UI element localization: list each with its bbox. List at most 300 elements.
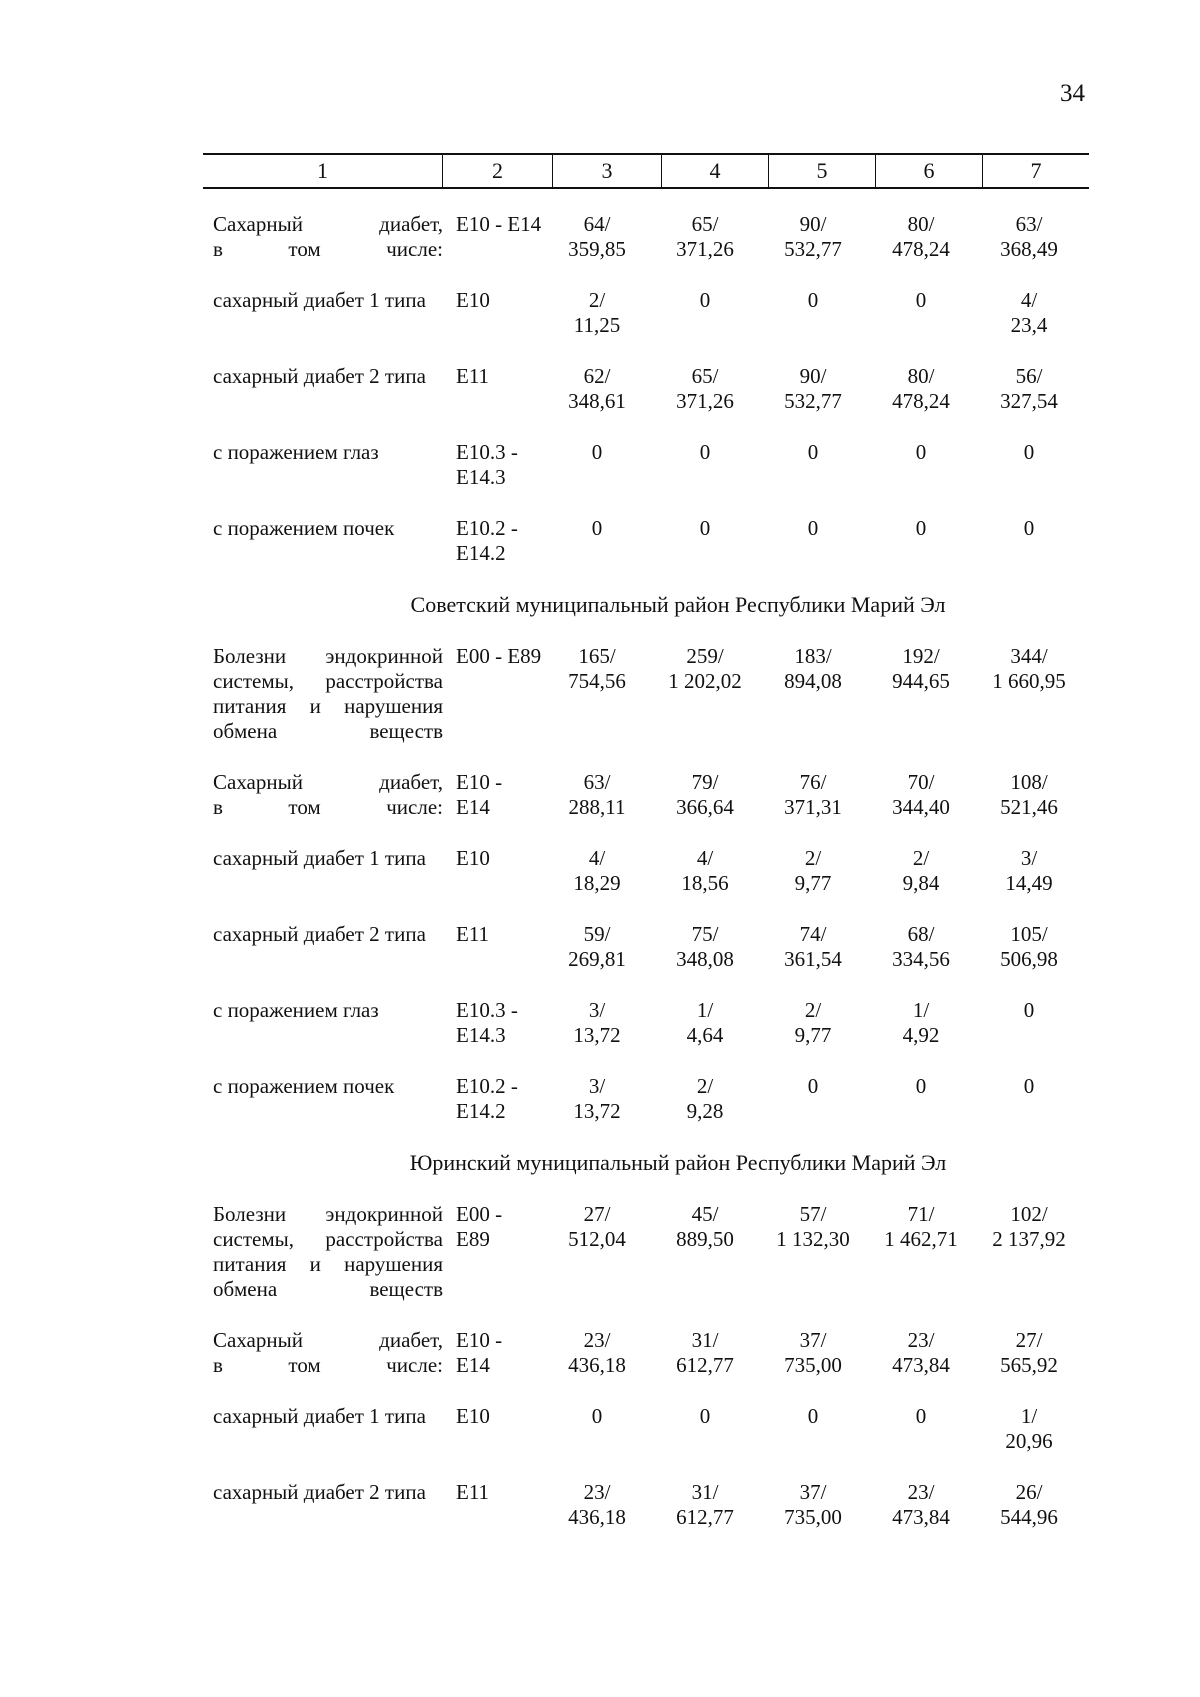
- table-body: [203, 212, 1093, 1556]
- value-line: 4,64: [686, 1023, 724, 1047]
- indicator-name-cell: [203, 1074, 443, 1124]
- column-number-header: [203, 153, 1089, 189]
- value-cell-col-7: [975, 644, 1083, 744]
- value-line: 76/: [799, 770, 827, 794]
- icd-code-line: E10.2 -: [456, 1074, 518, 1098]
- value-line: 62/: [583, 364, 611, 388]
- value-line: 735,00: [784, 1505, 842, 1529]
- value-line: 165/: [578, 644, 616, 668]
- icd-code-cell: [443, 1074, 543, 1124]
- value-line: 9,28: [686, 1099, 724, 1123]
- value-line: 23/: [907, 1328, 935, 1352]
- value-line: 478,24: [892, 237, 950, 261]
- value-line: 0: [591, 1404, 603, 1428]
- value-line: 64/: [583, 212, 611, 236]
- indicator-name-cell: [203, 288, 443, 338]
- value-cell-col-5: [759, 212, 867, 262]
- value-line: 612,77: [676, 1353, 734, 1377]
- indicator-name-cell: [203, 364, 443, 414]
- value-cell-col-7: [975, 998, 1083, 1048]
- value-line: 20,96: [1005, 1429, 1053, 1453]
- value-line: 105/: [1010, 922, 1048, 946]
- section-title-yurinsky: Юринский муниципальный район Республики Марий Эл: [409, 1150, 947, 1175]
- value-line: 359,85: [568, 237, 626, 261]
- value-cell-col-4: [651, 770, 759, 820]
- indicator-name-line: в том числе:: [213, 795, 443, 819]
- indicator-name-cell: [203, 1202, 443, 1302]
- value-cell-col-5: [759, 1074, 867, 1124]
- icd-code-cell: [443, 212, 543, 262]
- value-line: 65/: [691, 212, 719, 236]
- value-cell-col-3: [543, 846, 651, 896]
- value-cell-col-7: [975, 440, 1083, 490]
- value-line: 473,84: [892, 1353, 950, 1377]
- table-row: [203, 1328, 1093, 1378]
- value-cell-col-6: [867, 846, 975, 896]
- value-line: 348,08: [676, 947, 734, 971]
- value-line: 80/: [907, 364, 935, 388]
- value-cell-col-7: [975, 288, 1083, 338]
- value-line: 65/: [691, 364, 719, 388]
- value-cell-col-7: [975, 1074, 1083, 1124]
- value-line: 368,49: [1000, 237, 1058, 261]
- value-line: 45/: [691, 1202, 719, 1226]
- icd-code-cell: [443, 644, 543, 744]
- value-line: 3/: [588, 998, 606, 1022]
- value-cell-col-6: [867, 998, 975, 1048]
- icd-code-line: E10: [456, 288, 490, 312]
- value-line: 0: [1023, 1074, 1035, 1098]
- icd-code-line: E10: [456, 1404, 490, 1428]
- value-cell-col-7: [975, 922, 1083, 972]
- value-line: 754,56: [568, 669, 626, 693]
- value-line: 0: [807, 440, 819, 464]
- value-line: 79/: [691, 770, 719, 794]
- value-line: 70/: [907, 770, 935, 794]
- indicator-name-cell: [203, 212, 443, 262]
- value-line: 1/: [1020, 1404, 1038, 1428]
- value-line: 532,77: [784, 389, 842, 413]
- value-cell-col-4: [651, 1328, 759, 1378]
- indicator-name-line: питания и нарушения: [213, 1252, 443, 1276]
- value-cell-col-6: [867, 922, 975, 972]
- value-line: 9,77: [794, 871, 832, 895]
- value-line: 13,72: [573, 1099, 621, 1123]
- value-line: 26/: [1015, 1480, 1043, 1504]
- indicator-name-line: в том числе:: [213, 237, 443, 261]
- value-cell-col-6: [867, 516, 975, 566]
- value-cell-col-5: [759, 1202, 867, 1302]
- value-cell-col-6: [867, 1480, 975, 1530]
- value-line: 4/: [696, 846, 714, 870]
- value-line: 74/: [799, 922, 827, 946]
- value-cell-col-7: [975, 364, 1083, 414]
- indicator-name-line: с поражением почек: [213, 516, 395, 540]
- value-line: 31/: [691, 1328, 719, 1352]
- icd-code-line: E14: [456, 1353, 490, 1377]
- value-line: 0: [1023, 516, 1035, 540]
- section-title-sovetsky: Советский муниципальный район Республики Марий Эл: [410, 592, 946, 617]
- indicator-name-line: Сахарный диабет,: [213, 770, 443, 794]
- table-row: [203, 922, 1093, 972]
- value-line: 1 660,95: [992, 669, 1066, 693]
- value-cell-col-3: [543, 644, 651, 744]
- icd-code-cell: [443, 364, 543, 414]
- header-col-7: 7: [983, 154, 1090, 188]
- value-line: 192/: [902, 644, 940, 668]
- value-line: 27/: [1015, 1328, 1043, 1352]
- value-cell-col-6: [867, 288, 975, 338]
- value-line: 27/: [583, 1202, 611, 1226]
- icd-code-cell: [443, 922, 543, 972]
- value-line: 23/: [907, 1480, 935, 1504]
- value-cell-col-3: [543, 212, 651, 262]
- indicator-name-cell: [203, 1404, 443, 1454]
- value-line: 334,56: [892, 947, 950, 971]
- icd-code-line: E10: [456, 846, 490, 870]
- value-line: 371,31: [784, 795, 842, 819]
- icd-code-line: E10 -: [456, 1328, 503, 1352]
- block-yurinsky-district: [203, 1202, 1093, 1530]
- indicator-name-cell: [203, 440, 443, 490]
- value-line: 90/: [799, 364, 827, 388]
- value-line: 512,04: [568, 1227, 626, 1251]
- value-cell-col-4: [651, 1202, 759, 1302]
- table-row: [203, 644, 1093, 744]
- table-row: [203, 440, 1093, 490]
- value-cell-col-6: [867, 1202, 975, 1302]
- value-cell-col-6: [867, 770, 975, 820]
- value-cell-col-4: [651, 998, 759, 1048]
- indicator-name-cell: [203, 998, 443, 1048]
- value-cell-col-3: [543, 1202, 651, 1302]
- table-row: [203, 516, 1093, 566]
- value-line: 4/: [1020, 288, 1038, 312]
- value-line: 894,08: [784, 669, 842, 693]
- value-line: 4,92: [902, 1023, 940, 1047]
- value-cell-col-7: [975, 846, 1083, 896]
- value-line: 1/: [696, 998, 714, 1022]
- value-cell-col-4: [651, 846, 759, 896]
- value-line: 371,26: [676, 237, 734, 261]
- value-line: 68/: [907, 922, 935, 946]
- value-line: 521,46: [1000, 795, 1058, 819]
- value-cell-col-4: [651, 288, 759, 338]
- icd-code-line: E10.3 -: [456, 440, 518, 464]
- value-cell-col-4: [651, 516, 759, 566]
- value-line: 944,65: [892, 669, 950, 693]
- icd-code-cell: [443, 770, 543, 820]
- value-line: 0: [807, 1074, 819, 1098]
- value-cell-col-4: [651, 212, 759, 262]
- value-line: 90/: [799, 212, 827, 236]
- value-cell-col-4: [651, 440, 759, 490]
- value-line: 371,26: [676, 389, 734, 413]
- value-cell-col-5: [759, 1328, 867, 1378]
- value-cell-col-5: [759, 846, 867, 896]
- value-line: 259/: [686, 644, 724, 668]
- value-line: 3/: [588, 1074, 606, 1098]
- value-cell-col-5: [759, 922, 867, 972]
- indicator-name-line: сахарный диабет 1 типа: [213, 846, 426, 870]
- indicator-name-cell: [203, 1328, 443, 1378]
- table-row: [203, 1074, 1093, 1124]
- value-cell-col-5: [759, 1404, 867, 1454]
- page-number: 34: [1060, 80, 1085, 107]
- indicator-name-cell: [203, 922, 443, 972]
- value-line: 63/: [583, 770, 611, 794]
- value-line: 0: [1023, 440, 1035, 464]
- value-cell-col-3: [543, 516, 651, 566]
- value-line: 2/: [588, 288, 606, 312]
- value-line: 31/: [691, 1480, 719, 1504]
- table-row: [203, 1404, 1093, 1454]
- indicator-name-line: с поражением глаз: [213, 998, 379, 1022]
- table-row: [203, 846, 1093, 896]
- value-cell-col-7: [975, 1404, 1083, 1454]
- value-line: 9,77: [794, 1023, 832, 1047]
- indicator-name-line: сахарный диабет 1 типа: [213, 288, 426, 312]
- value-line: 2/: [696, 1074, 714, 1098]
- indicator-name-line: сахарный диабет 2 типа: [213, 922, 426, 946]
- value-cell-col-4: [651, 1074, 759, 1124]
- icd-code-cell: [443, 440, 543, 490]
- value-line: 9,84: [902, 871, 940, 895]
- value-line: 348,61: [568, 389, 626, 413]
- icd-code-line: E14.3: [456, 1023, 506, 1047]
- indicator-name-line: Болезни эндокринной: [213, 644, 443, 668]
- icd-code-line: E10 - E14: [456, 212, 542, 236]
- value-line: 1 202,02: [668, 669, 742, 693]
- value-line: 37/: [799, 1328, 827, 1352]
- value-line: 269,81: [568, 947, 626, 971]
- value-cell-col-3: [543, 288, 651, 338]
- indicator-name-line: обмена веществ: [213, 719, 443, 743]
- value-line: 0: [591, 440, 603, 464]
- value-line: 612,77: [676, 1505, 734, 1529]
- indicator-name-cell: [203, 770, 443, 820]
- value-line: 344/: [1010, 644, 1048, 668]
- block-unnamed-district: [203, 212, 1093, 566]
- value-cell-col-5: [759, 1480, 867, 1530]
- icd-code-line: E14.3: [456, 465, 506, 489]
- table-row: [203, 1480, 1093, 1530]
- value-cell-col-4: [651, 364, 759, 414]
- header-col-4: 4: [662, 154, 769, 188]
- indicator-name-line: обмена веществ: [213, 1277, 443, 1301]
- indicator-name-cell: [203, 516, 443, 566]
- value-cell-col-6: [867, 440, 975, 490]
- value-line: 1/: [912, 998, 930, 1022]
- indicator-name-cell: [203, 1480, 443, 1530]
- value-cell-col-6: [867, 364, 975, 414]
- value-line: 23,4: [1010, 313, 1048, 337]
- value-line: 1 462,71: [884, 1227, 958, 1251]
- value-cell-col-3: [543, 1328, 651, 1378]
- table-row: [203, 212, 1093, 262]
- value-line: 0: [807, 288, 819, 312]
- value-line: 14,49: [1005, 871, 1053, 895]
- value-line: 478,24: [892, 389, 950, 413]
- value-line: 56/: [1015, 364, 1043, 388]
- table-row: [203, 364, 1093, 414]
- value-line: 0: [699, 516, 711, 540]
- value-line: 1 132,30: [776, 1227, 850, 1251]
- value-line: 23/: [583, 1328, 611, 1352]
- value-cell-col-6: [867, 212, 975, 262]
- value-cell-col-3: [543, 1074, 651, 1124]
- value-line: 327,54: [1000, 389, 1058, 413]
- header-col-3: 3: [553, 154, 662, 188]
- value-line: 0: [699, 288, 711, 312]
- icd-code-cell: [443, 1404, 543, 1454]
- table-row: [203, 998, 1093, 1048]
- value-line: 361,54: [784, 947, 842, 971]
- value-cell-col-4: [651, 644, 759, 744]
- icd-code-line: E14: [456, 795, 490, 819]
- value-line: 2/: [804, 998, 822, 1022]
- value-cell-col-5: [759, 644, 867, 744]
- value-line: 532,77: [784, 237, 842, 261]
- value-cell-col-4: [651, 922, 759, 972]
- value-line: 565,92: [1000, 1353, 1058, 1377]
- value-line: 3/: [1020, 846, 1038, 870]
- value-cell-col-3: [543, 364, 651, 414]
- value-line: 436,18: [568, 1353, 626, 1377]
- value-line: 366,64: [676, 795, 734, 819]
- indicator-name-line: с поражением почек: [213, 1074, 395, 1098]
- value-cell-col-3: [543, 770, 651, 820]
- indicator-name-line: Сахарный диабет,: [213, 212, 443, 236]
- value-line: 71/: [907, 1202, 935, 1226]
- indicator-name-cell: [203, 644, 443, 744]
- icd-code-cell: [443, 1480, 543, 1530]
- value-line: 80/: [907, 212, 935, 236]
- icd-code-cell: [443, 998, 543, 1048]
- value-line: 18,29: [573, 871, 621, 895]
- value-line: 0: [807, 1404, 819, 1428]
- value-cell-col-5: [759, 770, 867, 820]
- indicator-name-line: сахарный диабет 2 типа: [213, 364, 426, 388]
- indicator-name-line: питания и нарушения: [213, 694, 443, 718]
- value-line: 13,72: [573, 1023, 621, 1047]
- icd-code-cell: [443, 1328, 543, 1378]
- value-line: 889,50: [676, 1227, 734, 1251]
- value-line: 183/: [794, 644, 832, 668]
- value-cell-col-4: [651, 1404, 759, 1454]
- header-col-1: 1: [203, 154, 443, 188]
- value-cell-col-7: [975, 1328, 1083, 1378]
- value-line: 59/: [583, 922, 611, 946]
- value-cell-col-6: [867, 1404, 975, 1454]
- value-line: 18,56: [681, 871, 729, 895]
- value-line: 0: [915, 1404, 927, 1428]
- value-line: 436,18: [568, 1505, 626, 1529]
- value-cell-col-5: [759, 440, 867, 490]
- icd-code-line: E00 - E89: [456, 644, 542, 668]
- value-line: 23/: [583, 1480, 611, 1504]
- table-row: [203, 288, 1093, 338]
- value-line: 4/: [588, 846, 606, 870]
- icd-code-line: E10.3 -: [456, 998, 518, 1022]
- value-cell-col-3: [543, 922, 651, 972]
- value-line: 0: [915, 288, 927, 312]
- value-cell-col-7: [975, 770, 1083, 820]
- value-cell-col-3: [543, 440, 651, 490]
- table-row: [203, 1202, 1093, 1302]
- value-cell-col-6: [867, 1074, 975, 1124]
- icd-code-line: E10 -: [456, 770, 503, 794]
- value-line: 0: [1023, 998, 1035, 1022]
- value-line: 37/: [799, 1480, 827, 1504]
- value-cell-col-7: [975, 1480, 1083, 1530]
- indicator-name-line: Сахарный диабет,: [213, 1328, 443, 1352]
- value-cell-col-3: [543, 998, 651, 1048]
- icd-code-line: E14.2: [456, 541, 506, 565]
- icd-code-cell: [443, 288, 543, 338]
- value-cell-col-7: [975, 1202, 1083, 1302]
- value-cell-col-6: [867, 644, 975, 744]
- header-col-6: 6: [876, 154, 983, 188]
- indicator-name-line: Болезни эндокринной: [213, 1202, 443, 1226]
- value-line: 0: [915, 1074, 927, 1098]
- header-col-2: 2: [443, 154, 553, 188]
- indicator-name-line: с поражением глаз: [213, 440, 379, 464]
- icd-code-line: E11: [456, 1480, 490, 1504]
- value-cell-col-7: [975, 212, 1083, 262]
- value-line: 0: [591, 516, 603, 540]
- header-col-5: 5: [769, 154, 876, 188]
- icd-code-line: E11: [456, 364, 490, 388]
- value-line: 506,98: [1000, 947, 1058, 971]
- indicator-name-cell: [203, 846, 443, 896]
- value-line: 0: [915, 516, 927, 540]
- value-cell-col-5: [759, 288, 867, 338]
- indicator-name-line: сахарный диабет 1 типа: [213, 1404, 426, 1428]
- icd-code-line: E14.2: [456, 1099, 506, 1123]
- icd-code-line: E10.2 -: [456, 516, 518, 540]
- value-line: 288,11: [568, 795, 626, 819]
- value-line: 11,25: [573, 313, 621, 337]
- value-line: 0: [699, 1404, 711, 1428]
- indicator-name-line: сахарный диабет 2 типа: [213, 1480, 426, 1504]
- value-cell-col-3: [543, 1404, 651, 1454]
- indicator-name-line: системы, расстройства: [213, 669, 443, 693]
- value-line: 2 137,92: [992, 1227, 1066, 1251]
- indicator-name-line: в том числе:: [213, 1353, 443, 1377]
- value-cell-col-5: [759, 516, 867, 566]
- value-cell-col-3: [543, 1480, 651, 1530]
- value-cell-col-7: [975, 516, 1083, 566]
- value-line: 735,00: [784, 1353, 842, 1377]
- icd-code-line: E00 -: [456, 1202, 503, 1226]
- block-sovetsky-district: [203, 644, 1093, 1124]
- value-line: 102/: [1010, 1202, 1048, 1226]
- table-row: [203, 770, 1093, 820]
- value-line: 57/: [799, 1202, 827, 1226]
- icd-code-cell: [443, 846, 543, 896]
- value-line: 2/: [804, 846, 822, 870]
- value-cell-col-6: [867, 1328, 975, 1378]
- value-cell-col-4: [651, 1480, 759, 1530]
- icd-code-line: E89: [456, 1227, 490, 1251]
- icd-code-line: E11: [456, 922, 490, 946]
- value-line: 473,84: [892, 1505, 950, 1529]
- value-line: 75/: [691, 922, 719, 946]
- icd-code-cell: [443, 516, 543, 566]
- value-line: 2/: [912, 846, 930, 870]
- value-line: 63/: [1015, 212, 1043, 236]
